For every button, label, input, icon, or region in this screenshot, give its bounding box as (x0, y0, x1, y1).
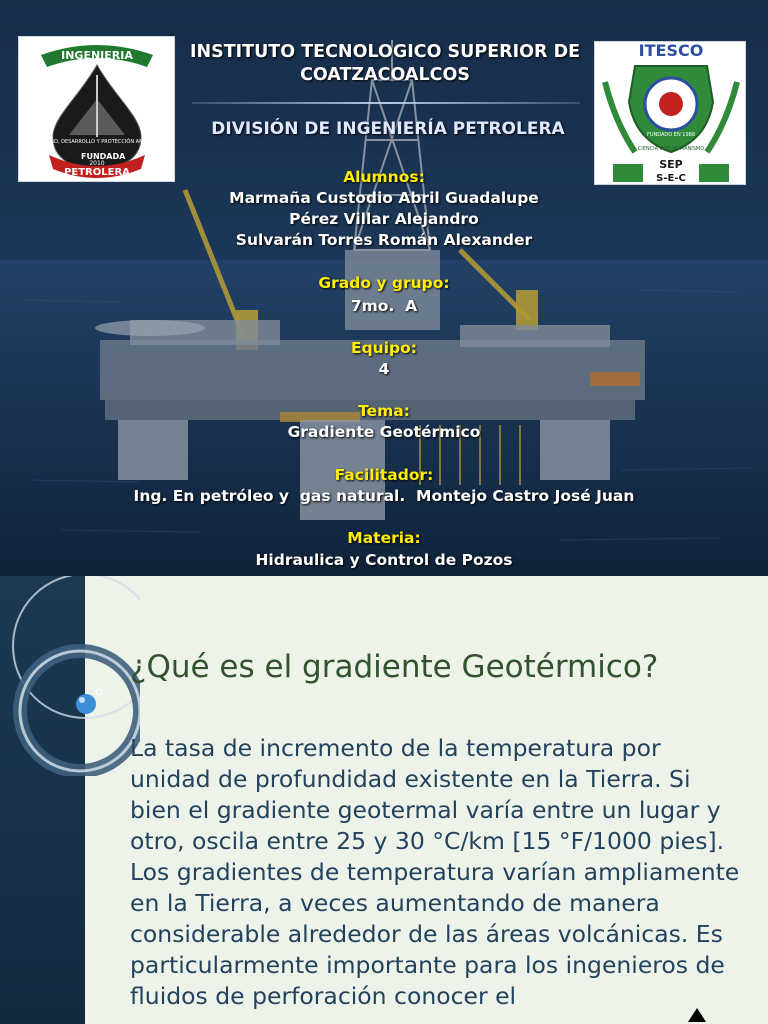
logo-motto-text: PROGRESO, DESARROLLO Y PROTECCIÓN AMBIENTAL (29, 139, 165, 145)
itesco-shield-emblem (595, 42, 747, 186)
sec-text: S-E-C (656, 173, 686, 184)
facilitador-value: Ing. En petróleo y gas natural. Montejo Castro José Juan (133, 487, 635, 505)
facilitador-label: Facilitador: (334, 466, 434, 484)
tema-label: Tema: (358, 402, 410, 420)
content-slide (0, 576, 768, 1024)
itesco-logo (594, 41, 746, 185)
ingenieria-petrolera-logo (18, 36, 175, 182)
grado-value: 7mo. A (350, 297, 418, 315)
tema-value: Gradiente Geotérmico (287, 423, 481, 441)
materia-value: Hidraulica y Control de Pozos (255, 551, 513, 569)
institution-name: INSTITUTO TECNOLOGICO SUPERIOR DE COATZACOALCOS (189, 42, 581, 85)
itesco-ring-top: FUNDADO EN 1988 (646, 132, 696, 138)
grado-label: Grado y grupo: (318, 274, 450, 292)
header-divider (192, 102, 580, 104)
equipo-label: Equipo: (351, 339, 417, 357)
slide-title: ¿Qué es el gradiente Geotérmico? (130, 649, 659, 685)
slide-body-text: La tasa de incremento de la temperatura por unidad de profundidad existente en la Tierra. Si bien el gradiente geotermal varía entre un lugar y otro, oscila entre 25 y 30 °C/km [15 °F/1000 pies]. Los gradientes de temperatura varían ampliamente en la Tierra, a veces aumentando de manera considerable alrededor de las áreas volcánicas. Es particularmente importante para los ingenieros de fluidos de perforación conocer el (130, 734, 740, 1010)
alumno-name: Sulvarán Torres Román Alexander (235, 231, 533, 249)
alumno-name: Pérez Villar Alejandro (289, 210, 479, 228)
alumnos-label: Alumnos: (343, 168, 425, 186)
division-name: DIVISIÓN DE INGENIERÍA PETROLERA (211, 119, 565, 139)
materia-label: Materia: (347, 529, 421, 547)
blue-bullet-icon (76, 694, 96, 714)
petroleum-drop-emblem (19, 37, 176, 183)
itesco-ring-bottom: CIENCIA CON HUMANISMO (637, 146, 705, 152)
alumno-name: Marmaña Custodio Abril Guadalupe (229, 189, 539, 207)
circle-ring-decoration (0, 576, 140, 776)
triangle-cursor-icon (688, 1008, 706, 1022)
sep-text: SEP (659, 158, 683, 171)
logo-ribbon-text: FUNDADA (81, 152, 126, 161)
logo-year-text: 2010 (89, 160, 105, 167)
equipo-value: 4 (378, 360, 390, 378)
logo-bottom-text: PETROLERA (64, 167, 130, 178)
itesco-title: ITESCO (638, 42, 704, 60)
logo-top-text: INGENIERIA (61, 49, 133, 62)
